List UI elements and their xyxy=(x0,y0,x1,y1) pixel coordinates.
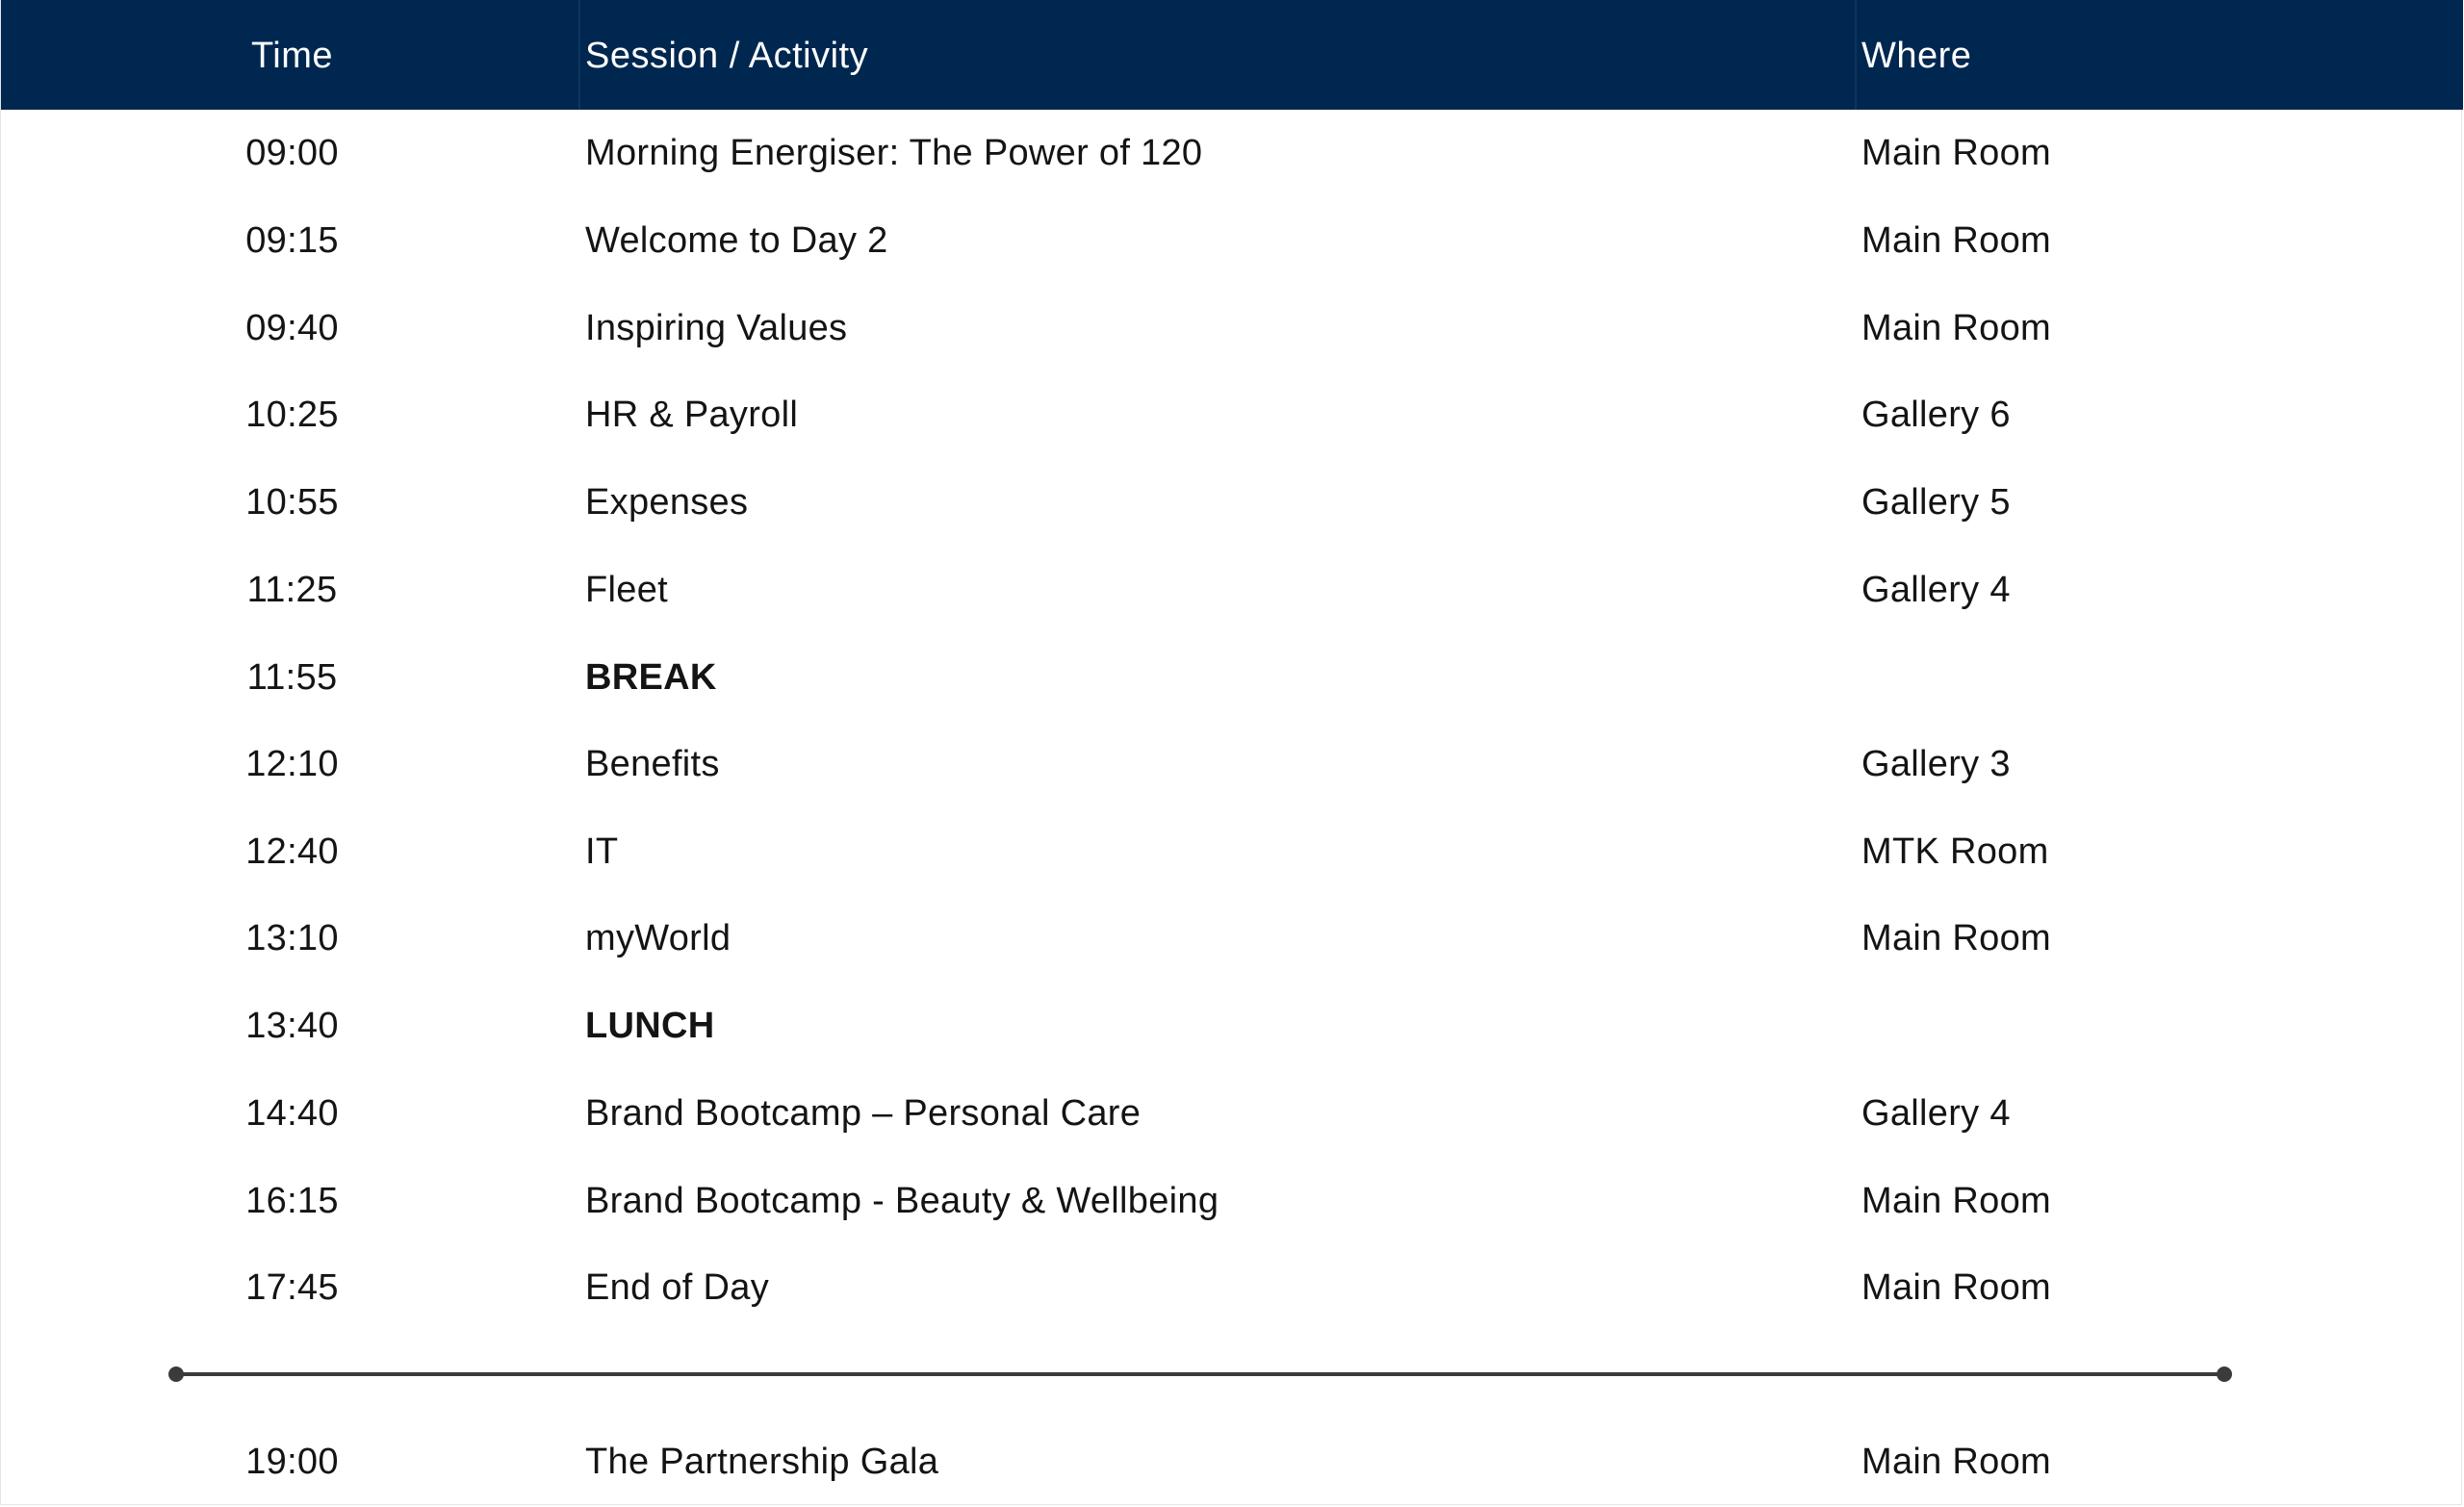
table-header xyxy=(1,0,2463,110)
schedule-row xyxy=(1,808,2463,895)
schedule-row xyxy=(1,1158,2463,1244)
header-session: Session / Activity xyxy=(585,36,869,76)
row-where: Main Room xyxy=(1861,1181,2051,1221)
row-where: MTK Room xyxy=(1861,831,2049,872)
row-time: 17:45 xyxy=(245,1267,339,1308)
row-session: BREAK xyxy=(585,657,717,698)
row-time: 16:15 xyxy=(245,1181,339,1221)
row-time: 13:10 xyxy=(245,918,339,958)
schedule-row xyxy=(1,721,2463,807)
row-where: Main Room xyxy=(1861,918,2051,958)
row-session: Inspiring Values xyxy=(585,308,848,348)
header-where: Where xyxy=(1861,36,1972,76)
evening-session: The Partnership Gala xyxy=(585,1442,939,1482)
row-time: 09:40 xyxy=(245,308,339,348)
column-separator xyxy=(578,0,580,110)
row-where: Gallery 6 xyxy=(1861,395,2011,435)
row-time: 09:15 xyxy=(245,220,339,261)
row-where: Gallery 4 xyxy=(1861,1093,2011,1134)
row-time: 10:25 xyxy=(245,395,339,435)
schedule-row xyxy=(1,459,2463,546)
row-session: Benefits xyxy=(585,744,720,784)
row-session: Expenses xyxy=(585,482,749,523)
row-time: 14:40 xyxy=(245,1093,339,1134)
row-time: 11:25 xyxy=(246,570,338,610)
row-session: Brand Bootcamp – Personal Care xyxy=(585,1093,1142,1134)
row-session: End of Day xyxy=(585,1267,769,1308)
row-session: Welcome to Day 2 xyxy=(585,220,888,261)
section-divider xyxy=(176,1372,2224,1376)
schedule-row xyxy=(1,547,2463,633)
row-session: myWorld xyxy=(585,918,732,958)
row-where: Gallery 5 xyxy=(1861,482,2011,523)
row-where: Gallery 4 xyxy=(1861,570,2011,610)
row-session: Morning Energiser: The Power of 120 xyxy=(585,133,1203,173)
row-session: LUNCH xyxy=(585,1006,715,1046)
evening-time: 19:00 xyxy=(245,1442,339,1482)
schedule-row xyxy=(1,1244,2463,1331)
row-session: Brand Bootcamp - Beauty & Wellbeing xyxy=(585,1181,1219,1221)
column-separator xyxy=(1855,0,1857,110)
row-session: IT xyxy=(585,831,619,872)
row-time: 10:55 xyxy=(245,482,339,523)
row-where: Main Room xyxy=(1861,220,2051,261)
schedule-row xyxy=(1,285,2463,371)
row-time: 13:40 xyxy=(245,1006,339,1046)
row-session: HR & Payroll xyxy=(585,395,799,435)
row-time: 12:40 xyxy=(245,831,339,872)
row-time: 09:00 xyxy=(245,133,339,173)
evening-where: Main Room xyxy=(1861,1442,2051,1482)
row-where: Main Room xyxy=(1861,1267,2051,1308)
header-time: Time xyxy=(250,36,334,76)
row-where: Main Room xyxy=(1861,308,2051,348)
schedule-row xyxy=(1,197,2463,284)
row-where: Gallery 3 xyxy=(1861,744,2011,784)
row-time: 12:10 xyxy=(245,744,339,784)
schedule-row xyxy=(1,371,2463,458)
schedule-row xyxy=(1,895,2463,982)
schedule-row xyxy=(1,1070,2463,1157)
schedule-row xyxy=(1,110,2463,196)
row-session: Fleet xyxy=(585,570,668,610)
row-time: 11:55 xyxy=(246,657,338,698)
evening-row xyxy=(1,1418,2463,1505)
schedule-row-break xyxy=(1,634,2463,721)
divider-end-dot xyxy=(2217,1367,2232,1382)
schedule-row-lunch xyxy=(1,983,2463,1069)
row-where: Main Room xyxy=(1861,133,2051,173)
